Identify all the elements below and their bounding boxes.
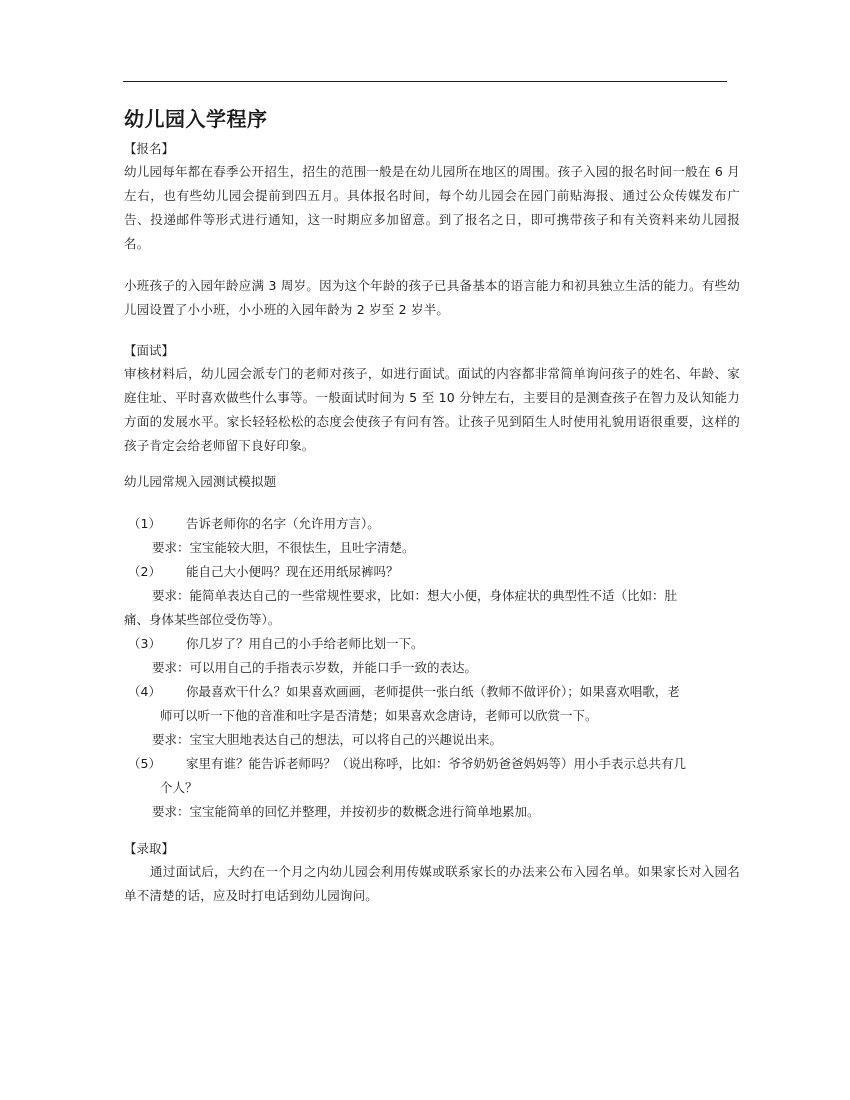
quiz-requirement: 要求：可以用自己的手指表示岁数，并能口手一致的表达。 [152, 660, 478, 675]
registration-paragraph-2: 小班孩子的入园年龄应满 3 周岁。因为这个年龄的孩子已具备基本的语言能力和初具独立生活的能力。有些幼儿园设置了小小班，小小班的入园年龄为 2 岁至 2 岁半。 [124, 278, 740, 317]
quiz-item [124, 632, 740, 680]
quiz-question [124, 752, 740, 776]
quiz-question [124, 632, 740, 656]
document-content [124, 104, 740, 908]
section-heading-admission: 【录取】 [124, 841, 175, 856]
quiz-requirement: 要求：宝宝能简单的回忆并整理，并按初步的数概念进行简单地累加。 [152, 804, 540, 819]
quiz-item [124, 512, 740, 560]
document-title: 幼儿园入学程序 [124, 107, 268, 131]
quiz-number: （3） [128, 636, 161, 651]
quiz-question-text: 你几岁了？用自己的小手给老师比划一下。 [186, 636, 424, 651]
registration-paragraph-1: 幼儿园每年都在春季公开招生，招生的范围一般是在幼儿园所在地区的周围。孩子入园的报名时间一般在 6 月左右，也有些幼儿园会提前到四五月。具体报名时间，每个幼儿园会在园门前贴海报、通过公众传媒发布广告、投递邮件等形式进行通知，这一时期应多加留意。到了报名之日，即可携带孩子和有关资料来幼儿园报名。 [124, 164, 740, 251]
quiz-number: （4） [128, 684, 161, 699]
quiz-requirement-continued: 痛、身体某些部位受伤等）。 [124, 612, 281, 627]
quiz-number: （1） [128, 516, 161, 531]
quiz-question-continued: 师可以听一下他的音准和吐字是否清楚；如果喜欢念唐诗，老师可以欣赏一下。 [160, 708, 598, 723]
quiz-question-text: 你最喜欢干什么？如果喜欢画画，老师提供一张白纸（教师不做评价）；如果喜欢唱歌，老 [186, 684, 680, 699]
quiz-requirement: 要求：能简单表达自己的一些常规性要求，比如：想大小便，身体症状的典型性不适（比如：肚 [152, 588, 678, 603]
section-heading-registration: 【报名】 [124, 141, 175, 156]
quiz-item [124, 752, 740, 824]
quiz-question-text: 家里有谁？能告诉老师吗？（说出称呼，比如：爷爷奶奶爸爸妈妈等）用小手表示总共有几 [186, 756, 687, 771]
quiz-item [124, 680, 740, 752]
quiz-requirement: 要求：宝宝大胆地表达自己的想法，可以将自己的兴趣说出来。 [152, 732, 503, 747]
interview-paragraph-1: 审核材料后，幼儿园会派专门的老师对孩子，如进行面试。面试的内容都非常简单询问孩子的姓名、年龄、家庭住址、平时喜欢做些什么事等。一般面试时间为 5 至 10 分钟左右，主要目的是测查孩子在智力及认知能力方面的发展水平。家长轻轻松松的态度会使孩子有问有答。让孩子见到陌生人时使用礼貌用语很重要，这样的孩子肯定会给老师留下良好印象。 [124, 366, 740, 453]
quiz-question [124, 560, 740, 584]
quiz-question-text: 能自己大小便吗？现在还用纸尿裤吗？ [186, 564, 399, 579]
quiz-question [124, 680, 740, 704]
admission-paragraph-1: 通过面试后，大约在一个月之内幼儿园会利用传媒或联系家长的办法来公布入园名单。如果家长对入园名单不清楚的话，应及时打电话到幼儿园询问。 [124, 864, 740, 903]
quiz-item [124, 560, 740, 632]
section-heading-interview: 【面试】 [124, 343, 175, 358]
quiz-question [124, 512, 740, 536]
quiz-requirement: 要求：宝宝能较大胆，不很怯生，且吐字清楚。 [152, 540, 415, 555]
header-rule [123, 81, 727, 82]
quiz-question-text: 告诉老师你的名字（允许用方言）。 [186, 516, 380, 531]
quiz-number: （2） [128, 564, 161, 579]
quiz-title: 幼儿园常规入园测试模拟题 [124, 474, 277, 489]
quiz-question-continued: 个人？ [160, 780, 198, 795]
quiz-number: （5） [128, 756, 161, 771]
